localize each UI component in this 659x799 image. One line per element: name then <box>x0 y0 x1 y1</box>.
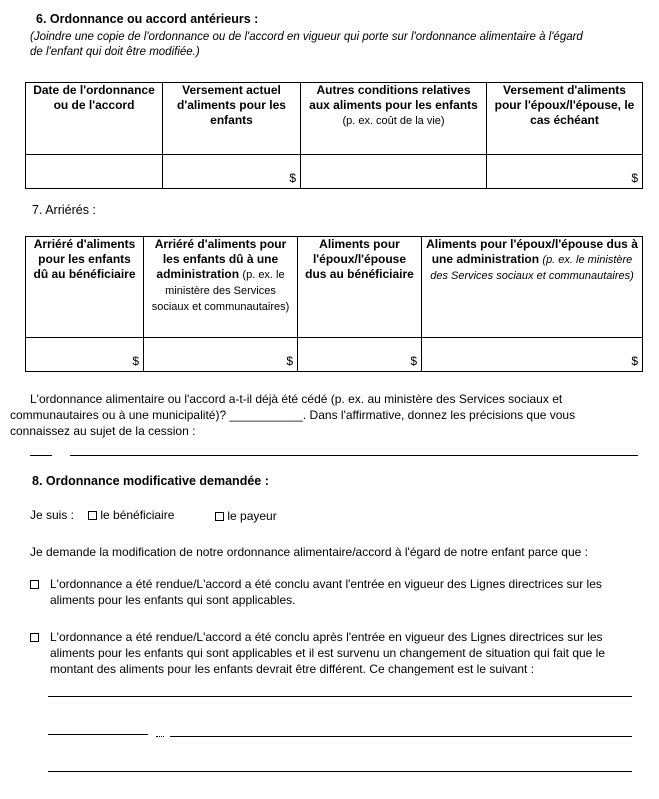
change-answer-line-2b[interactable] <box>170 736 632 737</box>
previous-order-table <box>25 82 643 189</box>
arrears-table <box>25 236 643 372</box>
section-6-note-line1: (Joindre une copie de l'ordonnance ou de l'accord en vigueur qui porte sur l'ordonnance alimentaire à l'égard <box>30 31 583 43</box>
header-arriere-enfants-administration-example: (p. ex. le ministère des Services sociaux et communautaires) <box>151 269 290 313</box>
header-versement-epoux: Versement d'aliments pour l'époux/l'épouse, le cas échéant <box>487 83 643 155</box>
section-6-title: 6. Ordonnance ou accord antérieurs : <box>36 12 259 26</box>
header-date-ordonnance: Date de l'ordonnance ou de l'accord <box>26 83 163 155</box>
reason1-line1: L'ordonnance a été rendue/L'accord a été conclu avant l'entrée en vigueur des Lignes directrices sur les <box>50 577 602 591</box>
change-answer-dots <box>156 736 164 737</box>
beneficiaire-checkbox[interactable] <box>88 511 97 520</box>
change-answer-line-2a[interactable] <box>48 734 148 735</box>
change-answer-line-3[interactable] <box>48 771 632 772</box>
reason1-text <box>50 576 602 608</box>
header-arriere-enfants-administration <box>144 237 298 338</box>
header-aliments-epoux-administration <box>422 237 643 338</box>
versement-epoux-cell[interactable] <box>487 155 643 189</box>
demande-statement: Je demande la modification de notre ordonnance alimentaire/accord à l'égard de notre enfant parce que : <box>30 545 588 559</box>
cession-question-followup: . Dans l'affirmative, donnez les précisions que vous <box>302 408 576 422</box>
aliments-epoux-beneficiaire-cell[interactable] <box>298 338 422 372</box>
currency-symbol: $ <box>631 171 638 185</box>
header-arriere-enfants-beneficiaire: Arriéré d'aliments pour les enfants dû au bénéficiaire <box>26 237 144 338</box>
reason2-line1: L'ordonnance a été rendue/L'accord a été conclu après l'entrée en vigueur des Lignes directrices sur les <box>50 630 603 644</box>
header-versement-actuel: Versement actuel d'aliments pour les enfants <box>163 83 301 155</box>
autres-conditions-cell[interactable] <box>301 155 487 189</box>
currency-symbol: $ <box>410 354 417 368</box>
header-autres-conditions-label: Autres conditions relatives aux aliments pour les enfants <box>309 83 478 112</box>
payeur-checkbox[interactable] <box>215 512 224 521</box>
currency-symbol: $ <box>132 354 139 368</box>
option-payeur[interactable] <box>215 509 277 523</box>
section-6-note-line2: de l'enfant qui doit être modifiée.) <box>30 46 200 58</box>
cession-question-line3: connaissez au sujet de la cession : <box>10 424 196 438</box>
aliments-epoux-administration-cell[interactable] <box>422 338 643 372</box>
currency-symbol: $ <box>631 354 638 368</box>
header-autres-conditions <box>301 83 487 155</box>
cession-answer-line[interactable] <box>70 455 638 456</box>
currency-symbol: $ <box>286 354 293 368</box>
header-arriere-enfants-administration-label: Arriéré d'aliments pour les enfants dû à une administration <box>154 237 287 281</box>
cession-answer-blank[interactable]: ___________ <box>229 408 303 422</box>
reason2-line3: montant des aliments pour les enfants devrait être différent. Ce changement est le suivant : <box>50 662 535 676</box>
reason2-checkbox-wrap[interactable] <box>30 630 39 644</box>
option-beneficiaire[interactable] <box>88 508 174 522</box>
header-aliments-epoux-administration-label: Aliments pour l'époux/l'épouse dus à une administration <box>426 237 638 266</box>
arriere-enfants-administration-cell[interactable] <box>144 338 298 372</box>
section-8-title: 8. Ordonnance modificative demandée : <box>32 474 269 488</box>
header-aliments-epoux-beneficiaire: Aliments pour l'époux/l'épouse dus au bénéficiaire <box>298 237 422 338</box>
payeur-label: le payeur <box>227 509 277 523</box>
section-7-title: 7. Arriérés : <box>32 203 96 217</box>
change-answer-line-1[interactable] <box>48 696 632 697</box>
date-ordonnance-cell[interactable] <box>26 155 163 189</box>
header-autres-conditions-example: (p. ex. coût de la vie) <box>342 115 445 127</box>
cession-question-line1: L'ordonnance alimentaire ou l'accord a-t-il déjà été cédé (p. ex. au ministère des Services sociaux et <box>30 392 563 406</box>
header-aliments-epoux-administration-example: (p. ex. le ministère des Services sociaux et communautaires) <box>430 254 634 282</box>
je-suis-label: Je suis : <box>30 508 75 522</box>
reason1-line2: aliments pour les enfants qui sont applicables. <box>50 593 296 607</box>
reason2-text <box>50 629 605 677</box>
arriere-enfants-beneficiaire-cell[interactable] <box>26 338 144 372</box>
cession-answer-line-start[interactable] <box>30 455 52 456</box>
currency-symbol: $ <box>289 171 296 185</box>
reason2-line2: aliments pour les enfants qui sont applicables et il est survenu un changement de situation qui fait que le <box>50 646 606 660</box>
cession-question-line2 <box>10 408 575 422</box>
reason2-checkbox[interactable] <box>30 633 39 642</box>
reason1-checkbox[interactable] <box>30 580 39 589</box>
beneficiaire-label: le bénéficiaire <box>100 508 175 522</box>
reason1-checkbox-wrap[interactable] <box>30 577 39 591</box>
cession-question-text: communautaires ou à une municipalité)? <box>10 408 227 422</box>
versement-actuel-cell[interactable] <box>163 155 301 189</box>
